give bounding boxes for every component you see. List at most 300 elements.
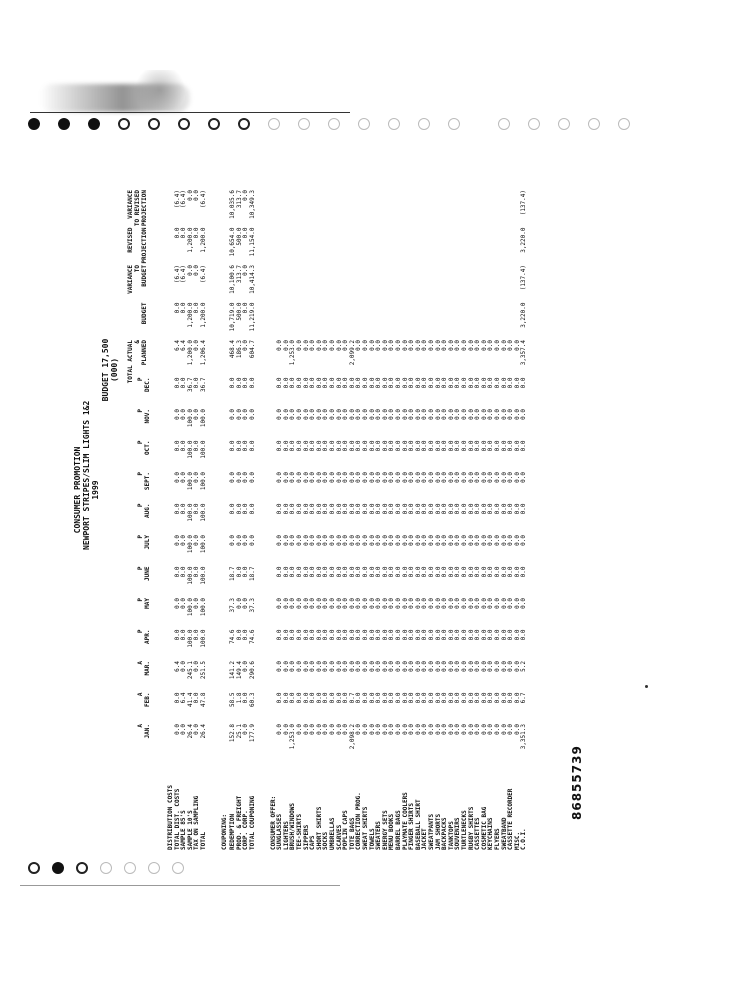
table-cell: 0.0 [395,535,402,546]
column-header-mid: AUG. [144,503,151,518]
row-label: SAMPLE 10'S [186,810,194,850]
table-cell: 0.0 [335,566,343,578]
table-cell: 0.0 [276,629,284,641]
table-cell: 1,200.0 [200,302,207,328]
table-cell: 0.0 [434,598,442,609]
table-cell: 0.0 [289,440,297,452]
table-cell: 0.0 [362,629,369,641]
table-cell: 0.0 [180,227,188,239]
table-cell: 0.0 [282,503,290,515]
table-cell: 0.0 [342,472,350,483]
table-cell: 0.0 [193,409,201,420]
table-cell: 100.0 [200,503,207,522]
table-cell: 0.0 [441,440,449,452]
table-cell: 0.0 [315,340,323,351]
column-header [137,378,151,422]
table-cell: 0.0 [276,724,284,735]
punch-hole [76,862,88,874]
table-cell: 0.0 [282,692,290,704]
table-cell: 0.0 [342,440,350,452]
table-cell: 0.0 [428,724,435,735]
table-cell: 0.0 [296,598,303,609]
table-cell: 2,099.2 [348,340,356,366]
table-cell: 100.0 [200,629,207,648]
row-label: TOTAL [200,831,207,850]
table-cell: 0.0 [395,377,402,389]
table-cell: 0.0 [362,535,369,546]
table-cell: 0.0 [329,535,336,546]
table-cell: 0.0 [421,724,429,735]
table-cell: 0.0 [368,340,376,351]
table-cell: 0.0 [428,535,435,546]
table-cell: 0.0 [289,472,297,483]
table-cell: 0.0 [428,692,435,704]
table-cell: 0.0 [480,503,488,515]
punch-hole [298,118,310,130]
table-cell: 0.0 [368,566,376,578]
table-cell: 0.0 [441,472,449,483]
table-cell: 0.0 [355,598,363,609]
table-cell: 0.0 [375,440,383,452]
table-cell: 0.0 [289,661,297,672]
column-header-top: P [137,409,144,413]
table-cell: 0.0 [173,227,181,239]
table-cell: 0.0 [507,598,515,609]
table-cell: 0.0 [487,629,495,641]
table-cell: 0.0 [193,472,201,483]
table-cell: 0.0 [461,503,468,515]
table-cell: 0.0 [467,472,475,483]
table-cell: 0.0 [355,440,363,452]
table-cell: 0.0 [513,472,521,483]
column-header [127,265,148,309]
table-cell: 0.0 [467,535,475,546]
table-cell: 0.0 [362,503,369,515]
table-cell: 0.0 [282,629,290,641]
table-cell: 0.0 [421,440,429,452]
table-cell: 0.0 [193,377,201,389]
row-label: CASSETTES [474,817,482,850]
table-cell: 0.0 [381,535,389,546]
table-cell: 6.4 [180,692,188,704]
table-cell: 74.6 [249,629,256,644]
table-cell: 0.0 [441,535,449,546]
row-label: TOTAL COUPONING [249,795,256,850]
table-cell: 0.0 [193,440,201,452]
table-cell: 313.7 [235,190,243,209]
table-cell: 0.0 [434,661,442,672]
row-label: TEE-SHIRTS [296,813,303,850]
table-cell: 0.0 [229,472,237,483]
table-cell: 100.0 [200,566,207,585]
table-cell: 0.0 [296,724,303,735]
table-cell: 0.0 [375,472,383,483]
column-header [127,228,148,272]
table-cell: 0.0 [507,472,515,483]
table-cell: 0.0 [235,535,243,546]
table-cell: 0.0 [447,409,455,420]
row-label: JACKET [421,828,429,850]
table-cell: 0.0 [408,661,416,672]
table-cell: (6.4) [173,265,181,284]
table-cell: 0.0 [322,409,330,420]
table-cell: 0.0 [388,409,396,420]
table-cell: 0.0 [513,377,521,389]
table-cell: 0.0 [315,629,323,641]
table-cell: 0.0 [507,377,515,389]
table-cell: 0.0 [173,440,181,452]
table-cell: 0.0 [193,535,201,546]
column-header-top: VARIANCE [127,190,134,219]
table-cell: 0.0 [454,535,462,546]
table-cell: 0.0 [474,535,482,546]
table-cell: 0.0 [487,598,495,609]
table-cell: 0.0 [186,190,194,201]
table-cell: 0.0 [302,629,310,641]
row-label: SOCKS [322,831,330,850]
column-header-mid [134,228,141,272]
table-cell: 0.0 [408,724,416,735]
table-cell: 0.0 [235,566,243,578]
table-cell: 0.0 [276,340,284,351]
table-cell: 0.0 [342,340,350,351]
document-id-stamp: 86855739 [570,745,584,820]
table-cell: 0.0 [368,535,376,546]
punch-hole [178,118,190,130]
table-cell: 0.0 [335,661,343,672]
table-cell: 10,349.3 [249,190,256,219]
table-cell: 0.0 [302,566,310,578]
table-cell: 0.0 [242,692,250,704]
table-cell: 0.0 [282,661,290,672]
table-cell: 0.0 [375,409,383,420]
table-cell: 0.0 [296,503,303,515]
table-cell: 0.0 [395,566,402,578]
table-cell: 0.0 [494,377,501,389]
table-cell: 47.8 [200,692,207,707]
table-cell: 0.0 [329,598,336,609]
punch-holes-top [28,118,668,136]
table-cell: 0.0 [421,535,429,546]
title-line-1: CONSUMER PROMOTION [73,446,82,534]
table-cell: 0.0 [388,661,396,672]
table-cell: 0.0 [355,535,363,546]
table-cell: 0.0 [480,692,488,704]
table-cell: 0.0 [180,503,188,515]
table-cell: 0.0 [513,724,521,735]
table-cell: 0.0 [480,566,488,578]
table-cell: 0.0 [242,440,250,452]
table-cell: 1,206.4 [200,340,207,366]
table-cell: 0.0 [395,692,402,704]
table-cell: 0.0 [368,724,376,735]
table-cell: 0.0 [302,661,310,672]
table-cell: 0.0 [388,598,396,609]
row-label: TAX ON SAMPLING [193,795,201,850]
table-cell: 37.3 [229,598,237,613]
column-header-top: TOTAL ACTUAL [127,340,134,384]
table-cell: 0.0 [302,440,310,452]
table-cell: 0.0 [395,598,402,609]
table-cell: 0.0 [282,566,290,578]
table-cell: 0.0 [467,340,475,351]
table-cell: 0.0 [348,472,356,483]
table-cell: 0.0 [421,472,429,483]
table-cell: 0.0 [467,598,475,609]
table-cell: 0.0 [315,724,323,735]
table-cell: 0.0 [362,440,369,452]
table-cell: 1,200.0 [186,340,194,366]
table-cell: 0.0 [309,472,317,483]
table-cell: 0.0 [193,661,201,672]
table-cell: 0.0 [447,598,455,609]
table-cell: 0.0 [302,598,310,609]
row-label: SAMPLE 85'S [180,810,188,850]
title-line-2: NEWPORT STRIPES/SLIM LIGHTS 1&2 [82,400,91,550]
table-cell: 0.0 [520,377,528,389]
table-cell: 0.0 [348,661,356,672]
table-cell: 0.0 [494,472,501,483]
column-header-bot: BUDGET [141,302,148,325]
table-cell: 149.4 [235,661,243,680]
table-cell: 0.0 [414,629,422,641]
table-cell: 0.0 [335,535,343,546]
table-cell: 0.0 [421,598,429,609]
table-cell: 0.0 [507,629,515,641]
table-cell: 0.0 [302,340,310,351]
table-cell: 100.0 [186,629,194,648]
table-cell: 0.0 [342,724,350,735]
table-cell: 0.0 [434,472,442,483]
row-label: BACKPACKS [441,817,449,850]
table-cell: 0.0 [329,692,336,704]
punch-hole [118,118,130,130]
table-cell: 0.0 [467,692,475,704]
table-cell: 0.0 [375,724,383,735]
table-cell: 0.0 [494,598,501,609]
table-cell: 6.4 [173,340,181,351]
table-cell: 0.0 [242,724,250,735]
table-cell: 0.0 [315,409,323,420]
table-cell: 0.0 [395,472,402,483]
table-cell: 0.0 [408,409,416,420]
punch-hole [268,118,280,130]
table-cell: 0.0 [335,440,343,452]
table-cell: 0.0 [368,409,376,420]
table-cell: 0.0 [302,409,310,420]
table-cell: 0.0 [474,598,482,609]
column-header-mid: OCT. [144,440,151,455]
table-cell: 0.0 [487,566,495,578]
table-cell: 0.0 [461,535,468,546]
table-cell: 0.0 [474,340,482,351]
table-cell: 0.0 [375,598,383,609]
table-cell: 0.0 [388,377,396,389]
table-cell: 0.0 [414,472,422,483]
table-cell: 0.0 [322,598,330,609]
table-cell: 0.0 [388,472,396,483]
table-cell: 0.0 [507,535,515,546]
table-cell: 0.0 [487,692,495,704]
column-header-top: P [137,629,144,634]
table-cell: 0.0 [282,377,290,389]
table-cell: 0.0 [276,440,284,452]
table-cell: 0.0 [513,535,521,546]
table-cell: 0.0 [375,377,383,389]
table-cell: 0.0 [500,377,508,389]
table-cell: 26.4 [200,724,207,739]
table-cell: 0.0 [329,724,336,735]
table-cell: 0.0 [242,190,250,201]
table-cell: 0.0 [447,535,455,546]
table-cell: 0.0 [487,472,495,483]
table-cell: 0.0 [289,503,297,515]
table-cell: 0.0 [315,440,323,452]
table-cell: 0.0 [454,661,462,672]
scan-speck [645,685,648,688]
table-cell: 0.0 [322,440,330,452]
table-cell: 0.0 [381,692,389,704]
table-cell: 0.0 [414,535,422,546]
table-cell: 0.0 [467,661,475,672]
table-cell: 0.0 [249,535,256,546]
table-cell: 100.0 [200,409,207,428]
table-cell: 0.0 [441,692,449,704]
row-label: UMBRELLAS [329,817,336,850]
table-cell: 0.0 [249,440,256,452]
punch-hole [124,862,136,874]
table-cell: 0.0 [395,724,402,735]
table-cell: 0.0 [296,661,303,672]
table-cell: 100.0 [186,598,194,617]
table-cell: 0.0 [500,535,508,546]
table-cell: 0.0 [362,724,369,735]
table-cell: 0.0 [480,377,488,389]
table-cell: 37.3 [249,598,256,613]
table-cell: 0.0 [428,503,435,515]
table-cell: 0.0 [368,472,376,483]
table-cell: 0.0 [507,724,515,735]
table-cell: 0.0 [315,503,323,515]
table-cell: 0.0 [322,340,330,351]
table-cell: 0.0 [381,440,389,452]
table-cell: 0.0 [368,598,376,609]
table-cell: 0.0 [375,503,383,515]
table-cell: 0.0 [381,724,389,735]
row-label: BRUSH/WINDOWS [289,803,297,850]
table-cell: 0.0 [474,472,482,483]
table-cell: 0.0 [249,409,256,420]
table-cell: 0.0 [487,409,495,420]
table-cell: 0.0 [309,340,317,351]
punch-hole [328,118,340,130]
table-cell: 0.0 [401,340,409,351]
table-cell: 36.7 [200,377,207,392]
column-header-mid: FEB. [144,692,151,707]
row-label: PROD. & FREIGHT [235,795,243,850]
table-cell: (6.4) [180,190,188,209]
table-cell: 0.0 [395,629,402,641]
table-cell: 0.0 [355,724,363,735]
table-cell: 0.0 [322,661,330,672]
table-cell: 0.0 [329,503,336,515]
table-cell: 0.0 [401,409,409,420]
table-cell: 0.0 [434,409,442,420]
table-cell: 0.0 [375,629,383,641]
table-cell: 0.0 [447,503,455,515]
table-cell: 100.0 [200,472,207,491]
table-cell: 0.0 [507,661,515,672]
table-cell: 0.0 [461,566,468,578]
row-label: KEYCHAINS [487,817,495,850]
column-header-bot: PLANNED [141,340,148,366]
table-cell: 0.0 [414,692,422,704]
punch-hole [58,118,70,130]
table-cell: 0.0 [461,440,468,452]
table-cell: 0.0 [494,409,501,420]
table-cell: 0.0 [500,724,508,735]
table-cell: 0.0 [520,409,528,420]
table-cell: 0.0 [276,503,284,515]
table-cell: 0.0 [276,661,284,672]
table-cell: 0.0 [467,629,475,641]
table-cell: 0.0 [342,377,350,389]
table-cell: 0.0 [276,566,284,578]
table-cell: 0.0 [249,472,256,483]
table-cell: 0.0 [454,377,462,389]
column-header-mid: APR. [144,629,151,644]
table-cell: 0.0 [193,227,201,239]
table-cell: 468.4 [229,340,237,359]
table-cell: 0.0 [289,409,297,420]
table-cell: 0.0 [329,409,336,420]
table-cell: 10,035.6 [229,190,237,219]
table-cell: 0.0 [315,377,323,389]
table-cell: 0.0 [434,566,442,578]
table-cell: 0.0 [428,340,435,351]
table-cell: 0.0 [249,377,256,389]
table-cell: 0.0 [520,440,528,452]
table-cell: (137.4) [520,265,528,291]
column-header-top: P [137,566,144,571]
table-cell: 0.0 [520,629,528,641]
table-cell: 0.0 [235,409,243,420]
table-cell: 0.0 [513,409,521,420]
table-cell: 0.0 [388,566,396,578]
column-header-bot: PROJECTION [141,227,148,264]
table-cell: 0.0 [447,472,455,483]
table-cell: 0.0 [381,377,389,389]
table-cell: 500.0 [235,302,243,321]
table-cell: 0.0 [421,377,429,389]
table-cell: 0.0 [421,340,429,351]
table-cell: 0.0 [282,472,290,483]
table-cell: 0.0 [322,472,330,483]
table-cell: 0.0 [428,440,435,452]
table-cell: 0.0 [500,598,508,609]
table-cell: 0.0 [454,440,462,452]
table-cell: 0.0 [173,377,181,389]
column-header-top: REVISED [127,227,134,253]
column-header-mid: MAR. [144,661,151,676]
row-label: CONSUMER OFFER: [269,795,277,850]
row-label: PLAYMATE COOLERS [401,792,409,850]
table-cell: 0.0 [408,340,416,351]
table-cell: 0.0 [520,566,528,578]
table-cell: 10,414.3 [249,265,256,294]
table-cell: 0.0 [180,535,188,546]
table-cell: 0.0 [395,503,402,515]
